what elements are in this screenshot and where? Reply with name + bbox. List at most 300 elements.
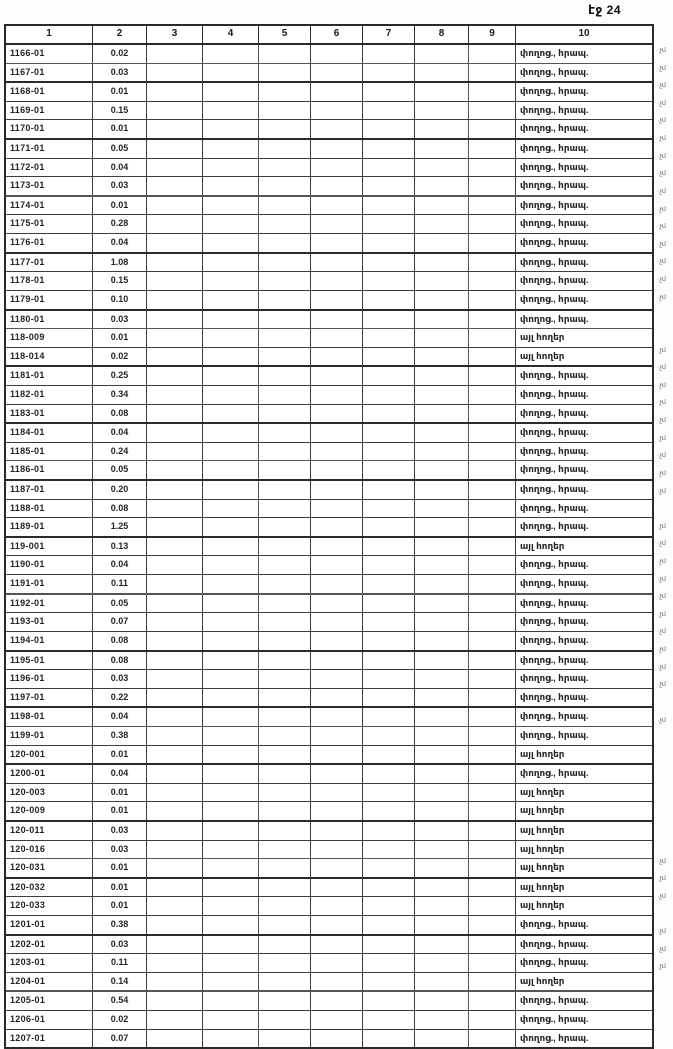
cell-empty [469, 329, 516, 347]
margin-note: · չմ [657, 434, 666, 442]
cell-empty [147, 272, 203, 290]
cell-empty [203, 575, 259, 593]
cell-empty [259, 936, 311, 954]
cell-empty [469, 272, 516, 290]
cell-empty [363, 936, 415, 954]
cell-area: 0.10 [93, 291, 147, 309]
cell-empty [311, 159, 363, 177]
cell-empty [259, 632, 311, 650]
table-row [6, 81, 652, 101]
table-row [6, 290, 652, 309]
cell-empty [259, 802, 311, 820]
margin-note: · չմ [657, 945, 666, 953]
cell-empty [147, 405, 203, 423]
cell-empty [363, 897, 415, 915]
cell-landuse: այլ հողեր [520, 862, 565, 873]
cell-empty [147, 613, 203, 631]
cell-area: 1.08 [93, 254, 147, 272]
cell-area: 1.25 [93, 518, 147, 536]
cell-empty [259, 500, 311, 518]
header-cell-8: 8 [415, 26, 469, 43]
cell-empty [415, 708, 469, 726]
cell-parcel-code: 1194-01 [6, 632, 93, 650]
table-row [6, 536, 652, 556]
cell-empty [259, 272, 311, 290]
cell-area: 0.25 [93, 367, 147, 385]
cell-empty [203, 329, 259, 347]
cell-empty [259, 689, 311, 707]
table-row [6, 45, 652, 63]
cell-empty [415, 443, 469, 461]
cell-parcel-code: 1171-01 [6, 140, 93, 158]
table-row [6, 612, 652, 631]
cell-empty [203, 727, 259, 745]
cell-empty [415, 500, 469, 518]
cell-landuse: փողոց., հրապ. [520, 161, 589, 172]
cell-parcel-code: 1206-01 [6, 1011, 93, 1029]
cell-empty [469, 1030, 516, 1048]
cell-parcel-code: 1180-01 [6, 311, 93, 329]
cell-empty [147, 897, 203, 915]
cell-parcel-code: 1196-01 [6, 670, 93, 688]
cell-empty [469, 822, 516, 840]
cell-empty [311, 746, 363, 764]
cell-empty [363, 746, 415, 764]
cell-area: 0.07 [93, 1030, 147, 1048]
table-row [6, 347, 652, 366]
cell-empty [311, 859, 363, 877]
cell-area: 0.01 [93, 746, 147, 764]
margin-note: · չմ [657, 522, 666, 530]
cell-empty [203, 481, 259, 499]
cell-empty [415, 595, 469, 613]
cell-landuse: փողոց., հրապ. [520, 1014, 589, 1025]
cell-empty [203, 159, 259, 177]
cell-empty [363, 234, 415, 252]
cell-area: 0.01 [93, 120, 147, 138]
cell-empty [311, 405, 363, 423]
cell-empty [203, 746, 259, 764]
cell-empty [415, 652, 469, 670]
cell-area: 0.03 [93, 936, 147, 954]
cell-empty [469, 481, 516, 499]
table-row [6, 176, 652, 195]
table-row [6, 669, 652, 688]
cell-landuse: այլ հողեր [520, 748, 565, 759]
cell-empty [203, 595, 259, 613]
cell-empty [311, 822, 363, 840]
cell-empty [363, 518, 415, 536]
cell-empty [203, 140, 259, 158]
cell-empty [469, 159, 516, 177]
cell-empty [259, 424, 311, 442]
cell-empty [203, 272, 259, 290]
cell-empty [147, 784, 203, 802]
cell-empty [311, 311, 363, 329]
margin-note: · չմ [657, 681, 666, 689]
cell-area: 0.38 [93, 916, 147, 934]
cell-empty [415, 311, 469, 329]
cell-empty [311, 367, 363, 385]
margin-note: · չմ [657, 99, 666, 107]
margin-note: · չմ [657, 381, 666, 389]
cell-empty [203, 897, 259, 915]
cell-empty [147, 500, 203, 518]
cell-empty [259, 405, 311, 423]
cell-landuse: փողոց., հրապ. [520, 313, 589, 324]
cell-empty [147, 689, 203, 707]
cell-parcel-code: 120-033 [6, 897, 93, 915]
cell-empty [311, 215, 363, 233]
cell-empty [363, 613, 415, 631]
margin-note: · չմ [657, 240, 666, 248]
cell-empty [469, 916, 516, 934]
cell-empty [147, 102, 203, 120]
cell-parcel-code: 1190-01 [6, 556, 93, 574]
cell-empty [259, 45, 311, 63]
cell-parcel-code: 118-009 [6, 329, 93, 347]
cell-empty [311, 689, 363, 707]
table-row [6, 138, 652, 158]
cell-empty [311, 120, 363, 138]
cell-empty [415, 83, 469, 101]
cell-empty [363, 329, 415, 347]
cell-landuse: փողոց., հրապ. [520, 407, 589, 418]
cell-empty [415, 291, 469, 309]
margin-note: · չմ [657, 451, 666, 459]
cell-empty [203, 215, 259, 233]
margin-note: · չմ [657, 363, 666, 371]
cell-empty [363, 727, 415, 745]
cell-empty [259, 461, 311, 479]
cell-empty [147, 859, 203, 877]
cell-empty [259, 992, 311, 1010]
cell-landuse: այլ հողեր [520, 350, 565, 361]
margin-note: · չմ [657, 645, 666, 653]
cell-empty [259, 538, 311, 556]
cell-empty [147, 481, 203, 499]
cell-area: 0.04 [93, 424, 147, 442]
table-row [6, 763, 652, 783]
cell-empty [259, 916, 311, 934]
cell-empty [311, 727, 363, 745]
cell-empty [469, 45, 516, 63]
cell-empty [311, 670, 363, 688]
cell-empty [259, 329, 311, 347]
cell-landuse: փողոց., հրապ. [520, 768, 589, 779]
cell-empty [311, 518, 363, 536]
cell-empty [311, 177, 363, 195]
cell-parcel-code: 120-016 [6, 841, 93, 859]
cell-empty [363, 1030, 415, 1048]
margin-note: · չմ [657, 275, 666, 283]
cell-empty [469, 443, 516, 461]
margin-note: · չմ [657, 575, 666, 583]
margin-note: · չմ [657, 857, 666, 865]
cell-empty [415, 45, 469, 63]
cell-parcel-code: 118-014 [6, 348, 93, 366]
cell-empty [415, 254, 469, 272]
cell-empty [259, 652, 311, 670]
cell-empty [259, 670, 311, 688]
cell-empty [203, 348, 259, 366]
cell-empty [311, 841, 363, 859]
cell-empty [203, 954, 259, 972]
cell-landuse: փողոց., հրապ. [520, 654, 589, 665]
cell-empty [147, 518, 203, 536]
cell-empty [469, 348, 516, 366]
cell-area: 0.03 [93, 822, 147, 840]
cell-empty [311, 83, 363, 101]
cell-empty [311, 897, 363, 915]
cell-empty [469, 538, 516, 556]
cell-empty [469, 727, 516, 745]
cell-parcel-code: 120-011 [6, 822, 93, 840]
cell-empty [469, 879, 516, 897]
table-row [6, 858, 652, 877]
cell-empty [415, 367, 469, 385]
cell-area: 0.01 [93, 329, 147, 347]
margin-note: · չմ [657, 117, 666, 125]
margin-note: · չմ [657, 346, 666, 354]
cell-empty [203, 45, 259, 63]
cell-empty [203, 859, 259, 877]
cell-empty [415, 424, 469, 442]
cell-parcel-code: 1176-01 [6, 234, 93, 252]
cell-empty [311, 64, 363, 82]
cell-empty [259, 1011, 311, 1029]
cell-landuse: փողոց., հրապ. [520, 427, 589, 438]
cell-empty [363, 765, 415, 783]
cell-empty [259, 879, 311, 897]
cell-empty [363, 689, 415, 707]
margin-note: · չմ [657, 187, 666, 195]
cell-empty [259, 822, 311, 840]
margin-note: · չմ [657, 205, 666, 213]
cell-landuse: փողոց., հրապ. [520, 1032, 589, 1043]
cell-empty [469, 954, 516, 972]
cell-landuse: փողոց., հրապ. [520, 578, 589, 589]
cell-landuse: փողոց., հրապ. [520, 86, 589, 97]
table-row [6, 158, 652, 177]
cell-empty [415, 670, 469, 688]
cell-empty [469, 120, 516, 138]
cell-empty [363, 215, 415, 233]
cell-empty [259, 727, 311, 745]
table-row [6, 820, 652, 840]
cell-empty [363, 461, 415, 479]
cell-empty [147, 1030, 203, 1048]
cell-empty [363, 595, 415, 613]
cell-empty [259, 291, 311, 309]
cell-parcel-code: 1189-01 [6, 518, 93, 536]
cell-landuse: փողոց., հրապ. [520, 388, 589, 399]
cell-empty [363, 348, 415, 366]
cell-parcel-code: 1181-01 [6, 367, 93, 385]
cell-empty [469, 367, 516, 385]
cell-empty [203, 102, 259, 120]
cell-empty [147, 311, 203, 329]
cell-empty [147, 140, 203, 158]
header-cell-10: 10 [578, 28, 590, 39]
cell-empty [311, 916, 363, 934]
cell-empty [147, 765, 203, 783]
cell-empty [469, 254, 516, 272]
cell-empty [415, 329, 469, 347]
cell-empty [259, 215, 311, 233]
cell-landuse: փողոց., հրապ. [520, 237, 589, 248]
cell-landuse: փողոց., հրապ. [520, 634, 589, 645]
cell-landuse: փողոց., հրապ. [520, 293, 589, 304]
cell-area: 0.08 [93, 405, 147, 423]
cell-parcel-code: 1177-01 [6, 254, 93, 272]
cell-empty [203, 424, 259, 442]
cell-empty [363, 802, 415, 820]
cell-empty [363, 556, 415, 574]
table-row [6, 896, 652, 915]
cell-empty [415, 272, 469, 290]
cell-empty [147, 159, 203, 177]
header-cell-4: 4 [203, 26, 259, 43]
cell-area: 0.01 [93, 784, 147, 802]
cell-parcel-code: 1169-01 [6, 102, 93, 120]
cell-empty [469, 765, 516, 783]
table-row [6, 631, 652, 650]
table-row [6, 801, 652, 820]
cell-parcel-code: 1195-01 [6, 652, 93, 670]
cell-empty [203, 538, 259, 556]
cell-area: 0.05 [93, 595, 147, 613]
cell-landuse: փողոց., հրապ. [520, 995, 589, 1006]
cell-empty [415, 632, 469, 650]
cell-area: 0.04 [93, 708, 147, 726]
cell-empty [311, 481, 363, 499]
cell-empty [415, 802, 469, 820]
cell-empty [415, 140, 469, 158]
cell-empty [311, 329, 363, 347]
cell-landuse: փողոց., հրապ. [520, 711, 589, 722]
cell-empty [259, 897, 311, 915]
cell-empty [415, 386, 469, 404]
cell-empty [203, 784, 259, 802]
cell-empty [203, 841, 259, 859]
cell-empty [259, 746, 311, 764]
table-row [6, 745, 652, 764]
cell-empty [311, 784, 363, 802]
cell-empty [203, 822, 259, 840]
margin-note: · չմ [657, 487, 666, 495]
table-body [6, 45, 652, 1047]
cell-empty [363, 367, 415, 385]
cell-parcel-code: 1186-01 [6, 461, 93, 479]
cell-empty [147, 954, 203, 972]
cell-landuse: փողոց., հրապ. [520, 66, 589, 77]
margin-note: · չմ [657, 592, 666, 600]
margin-note: · չմ [657, 962, 666, 970]
cell-area: 0.15 [93, 272, 147, 290]
table-row [6, 706, 652, 726]
cell-empty [363, 159, 415, 177]
cell-empty [203, 689, 259, 707]
margin-note: · չմ [657, 293, 666, 301]
cell-empty [415, 234, 469, 252]
cell-empty [203, 500, 259, 518]
cell-empty [363, 1011, 415, 1029]
cell-empty [147, 177, 203, 195]
cell-area: 0.01 [93, 859, 147, 877]
cell-empty [311, 575, 363, 593]
cell-parcel-code: 1203-01 [6, 954, 93, 972]
header-cell-6: 6 [311, 26, 363, 43]
cell-empty [147, 538, 203, 556]
cell-empty [363, 102, 415, 120]
cell-empty [203, 120, 259, 138]
cell-area: 0.03 [93, 311, 147, 329]
cell-area: 0.01 [93, 879, 147, 897]
cell-empty [259, 159, 311, 177]
cell-parcel-code: 120-009 [6, 802, 93, 820]
cell-area: 0.03 [93, 670, 147, 688]
table-row [6, 442, 652, 461]
cell-empty [469, 859, 516, 877]
cell-empty [259, 348, 311, 366]
cell-empty [203, 311, 259, 329]
cell-parcel-code: 1198-01 [6, 708, 93, 726]
cell-empty [311, 1030, 363, 1048]
cell-empty [363, 784, 415, 802]
cell-parcel-code: 1199-01 [6, 727, 93, 745]
cell-empty [203, 879, 259, 897]
cell-empty [147, 936, 203, 954]
cell-empty [415, 879, 469, 897]
margin-note: · չմ [657, 258, 666, 266]
cell-empty [415, 1011, 469, 1029]
table-row [6, 688, 652, 707]
cell-empty [363, 405, 415, 423]
cell-empty [363, 254, 415, 272]
cell-empty [203, 670, 259, 688]
cell-empty [415, 348, 469, 366]
cell-parcel-code: 1184-01 [6, 424, 93, 442]
margin-note: · չմ [657, 557, 666, 565]
table-row [6, 593, 652, 613]
cell-empty [415, 841, 469, 859]
cell-landuse: փողոց., հրապ. [520, 691, 589, 702]
cell-landuse: փողոց., հրապ. [520, 559, 589, 570]
cell-landuse: փողոց., հրապ. [520, 502, 589, 513]
cell-empty [363, 291, 415, 309]
cell-empty [363, 386, 415, 404]
cell-empty [415, 897, 469, 915]
cell-empty [259, 1030, 311, 1048]
cell-empty [469, 784, 516, 802]
cell-empty [147, 254, 203, 272]
cell-empty [259, 311, 311, 329]
cell-area: 0.08 [93, 652, 147, 670]
cell-empty [203, 632, 259, 650]
cell-empty [147, 1011, 203, 1029]
table-row [6, 1029, 652, 1048]
margin-note: · չմ [657, 892, 666, 900]
cell-empty [363, 822, 415, 840]
cell-empty [415, 727, 469, 745]
cell-empty [259, 841, 311, 859]
cell-empty [363, 64, 415, 82]
cell-empty [469, 897, 516, 915]
cell-empty [311, 936, 363, 954]
cell-empty [311, 708, 363, 726]
cell-empty [259, 575, 311, 593]
